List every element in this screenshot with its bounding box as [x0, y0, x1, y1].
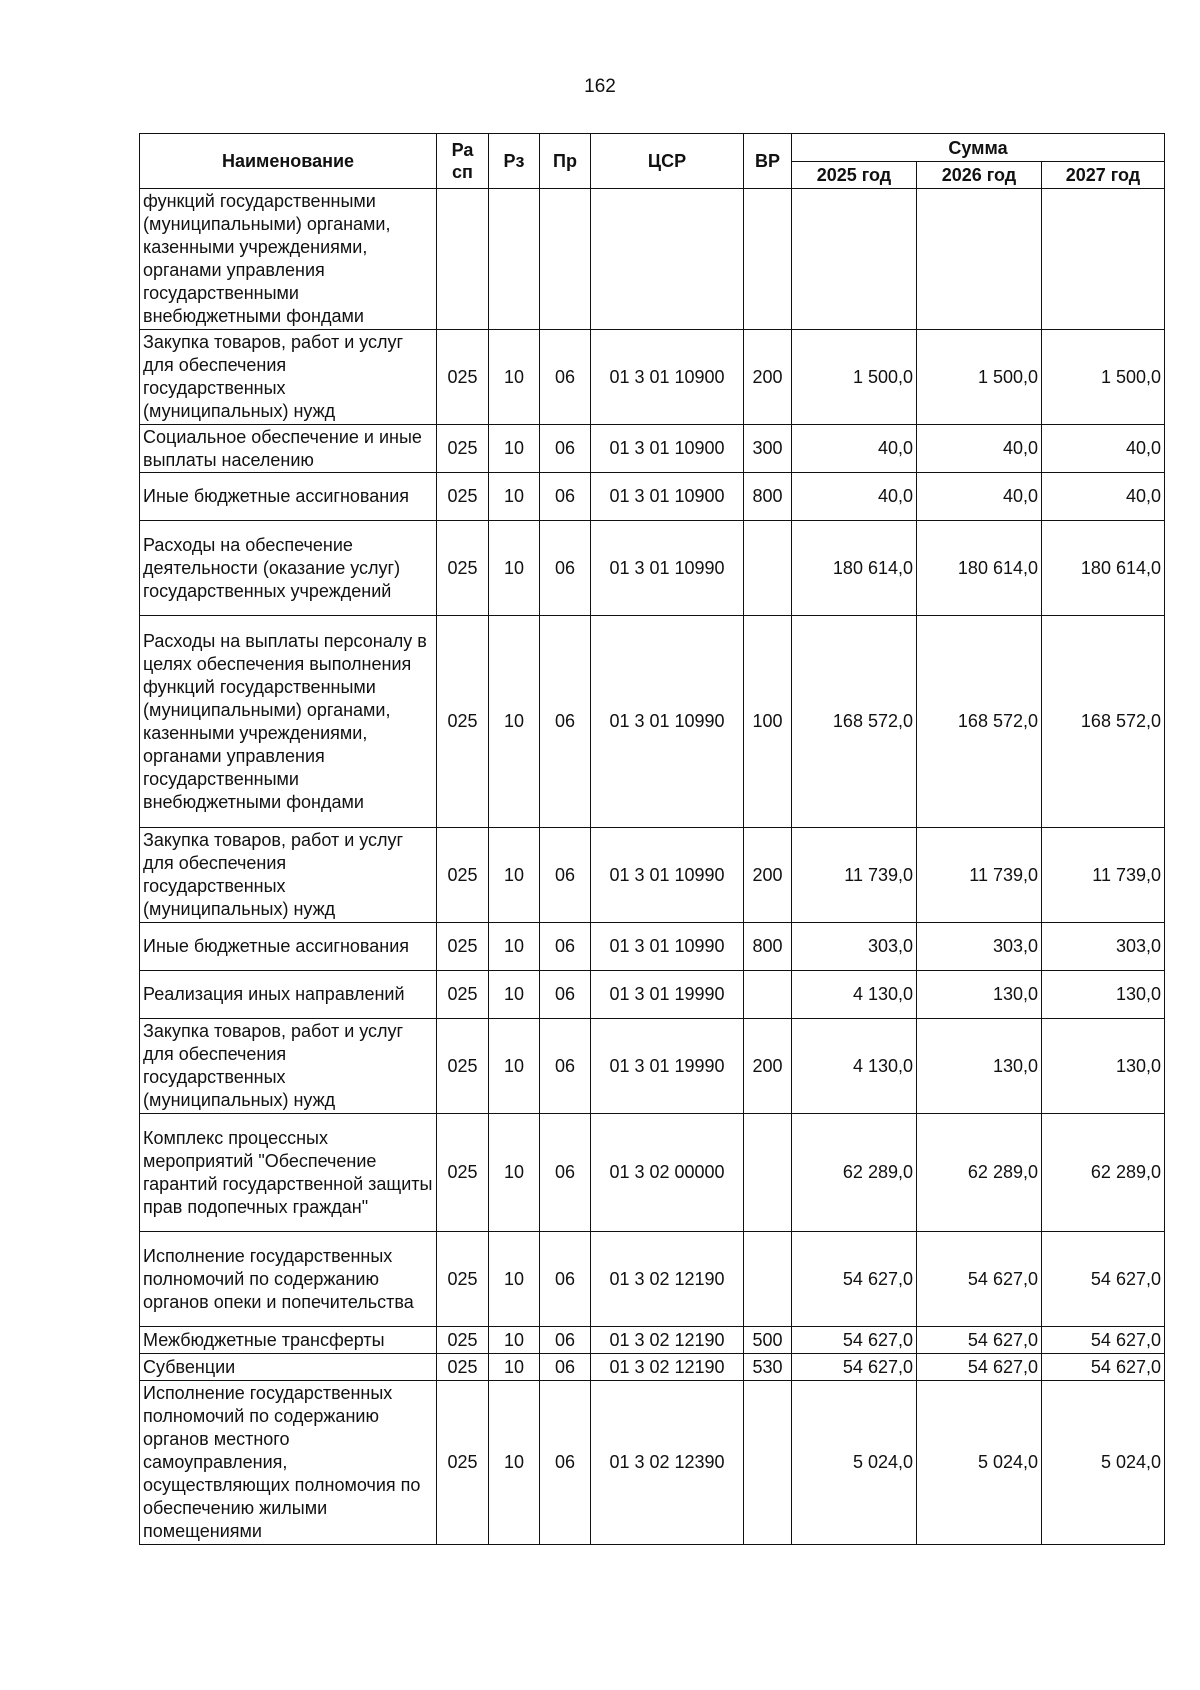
row-rz: 10: [489, 1381, 540, 1545]
row-rasp: 025: [437, 1019, 489, 1114]
row-name: Иные бюджетные ассигнования: [140, 923, 437, 971]
row-pr: 06: [540, 1354, 591, 1381]
row-vr: 200: [744, 330, 792, 425]
row-pr: 06: [540, 971, 591, 1019]
row-sum-2025: 4 130,0: [792, 971, 917, 1019]
row-vr: [744, 971, 792, 1019]
row-sum-2025: 54 627,0: [792, 1232, 917, 1327]
row-rasp: 025: [437, 1114, 489, 1232]
row-sum-2025: 54 627,0: [792, 1327, 917, 1354]
row-vr: 100: [744, 616, 792, 828]
row-csr: 01 3 02 12190: [591, 1354, 744, 1381]
row-sum-2026: 11 739,0: [917, 828, 1042, 923]
table-row: [140, 1354, 1165, 1381]
row-rasp: 025: [437, 971, 489, 1019]
row-sum-2026: 40,0: [917, 425, 1042, 473]
table-row: [140, 189, 1165, 330]
row-name: Закупка товаров, работ и услуг для обеспечения государственных (муниципальных) нужд: [140, 828, 437, 923]
table-row: [140, 473, 1165, 521]
row-name: Межбюджетные трансферты: [140, 1327, 437, 1354]
row-sum-2025: 11 739,0: [792, 828, 917, 923]
row-sum-2027: 11 739,0: [1042, 828, 1165, 923]
row-csr: 01 3 01 10900: [591, 473, 744, 521]
row-sum-2026: 5 024,0: [917, 1381, 1042, 1545]
row-rz: 10: [489, 1327, 540, 1354]
row-sum-2027: 130,0: [1042, 971, 1165, 1019]
header-pr: Пр: [540, 134, 591, 189]
row-rasp: 025: [437, 616, 489, 828]
row-sum-2025: [792, 189, 917, 330]
row-sum-2025: 303,0: [792, 923, 917, 971]
row-name: Закупка товаров, работ и услуг для обеспечения государственных (муниципальных) нужд: [140, 1019, 437, 1114]
row-rasp: 025: [437, 828, 489, 923]
row-sum-2027: 303,0: [1042, 923, 1165, 971]
row-pr: 06: [540, 473, 591, 521]
row-sum-2025: 168 572,0: [792, 616, 917, 828]
row-rasp: [437, 189, 489, 330]
row-name: Исполнение государственных полномочий по содержанию органов местного самоуправления, осуществляющих полномочия по обеспечению жилыми помещениями: [140, 1381, 437, 1545]
table-row: [140, 1381, 1165, 1545]
row-sum-2025: 40,0: [792, 425, 917, 473]
row-rasp: 025: [437, 473, 489, 521]
row-sum-2025: 62 289,0: [792, 1114, 917, 1232]
budget-table: [139, 133, 1165, 1545]
row-sum-2026: 54 627,0: [917, 1354, 1042, 1381]
row-vr: 500: [744, 1327, 792, 1354]
row-rasp: 025: [437, 1354, 489, 1381]
table-row: [140, 1114, 1165, 1232]
row-sum-2027: 40,0: [1042, 473, 1165, 521]
row-sum-2025: 5 024,0: [792, 1381, 917, 1545]
row-rasp: 025: [437, 521, 489, 616]
page-number: 162: [584, 76, 616, 97]
table-row: [140, 1232, 1165, 1327]
header-year-2026: 2026 год: [917, 162, 1042, 189]
row-pr: 06: [540, 330, 591, 425]
row-csr: 01 3 01 19990: [591, 1019, 744, 1114]
row-vr: 800: [744, 473, 792, 521]
header-name: Наименование: [140, 134, 437, 189]
row-name: Комплекс процессных мероприятий "Обеспечение гарантий государственной защиты прав подопечных граждан": [140, 1114, 437, 1232]
row-vr: [744, 1381, 792, 1545]
row-pr: 06: [540, 1019, 591, 1114]
row-sum-2027: 54 627,0: [1042, 1327, 1165, 1354]
row-csr: 01 3 02 12190: [591, 1327, 744, 1354]
header-rasp: Ра сп: [437, 134, 489, 189]
row-sum-2026: 168 572,0: [917, 616, 1042, 828]
row-name: Социальное обеспечение и иные выплаты населению: [140, 425, 437, 473]
row-pr: 06: [540, 828, 591, 923]
row-name: Иные бюджетные ассигнования: [140, 473, 437, 521]
row-vr: 530: [744, 1354, 792, 1381]
row-vr: 800: [744, 923, 792, 971]
row-rz: 10: [489, 330, 540, 425]
row-csr: 01 3 02 12390: [591, 1381, 744, 1545]
row-rz: 10: [489, 1114, 540, 1232]
row-sum-2027: 62 289,0: [1042, 1114, 1165, 1232]
header-csr: ЦСР: [591, 134, 744, 189]
row-sum-2026: 180 614,0: [917, 521, 1042, 616]
row-rasp: 025: [437, 1381, 489, 1545]
row-sum-2027: 130,0: [1042, 1019, 1165, 1114]
header-sum: Сумма: [792, 134, 1165, 162]
row-pr: [540, 189, 591, 330]
row-sum-2027: 5 024,0: [1042, 1381, 1165, 1545]
row-name: Исполнение государственных полномочий по содержанию органов опеки и попечительства: [140, 1232, 437, 1327]
row-csr: 01 3 01 10990: [591, 923, 744, 971]
row-rz: 10: [489, 473, 540, 521]
row-pr: 06: [540, 923, 591, 971]
row-vr: [744, 189, 792, 330]
row-sum-2027: 1 500,0: [1042, 330, 1165, 425]
row-pr: 06: [540, 616, 591, 828]
row-vr: 200: [744, 1019, 792, 1114]
row-csr: 01 3 01 10990: [591, 521, 744, 616]
row-name: функций государственными (муниципальными) органами, казенными учреждениями, органами управления государственными внебюджетными фондами: [140, 189, 437, 330]
table-row: [140, 1019, 1165, 1114]
table-row: [140, 330, 1165, 425]
row-sum-2026: 130,0: [917, 1019, 1042, 1114]
row-vr: 300: [744, 425, 792, 473]
row-sum-2026: 1 500,0: [917, 330, 1042, 425]
row-rz: [489, 189, 540, 330]
row-name: Субвенции: [140, 1354, 437, 1381]
row-csr: 01 3 02 12190: [591, 1232, 744, 1327]
row-rz: 10: [489, 1232, 540, 1327]
row-vr: [744, 1232, 792, 1327]
row-sum-2027: 54 627,0: [1042, 1354, 1165, 1381]
header-vr: ВР: [744, 134, 792, 189]
row-csr: 01 3 01 19990: [591, 971, 744, 1019]
table-row: [140, 1327, 1165, 1354]
row-rasp: 025: [437, 1327, 489, 1354]
row-pr: 06: [540, 521, 591, 616]
row-name: Закупка товаров, работ и услуг для обеспечения государственных (муниципальных) нужд: [140, 330, 437, 425]
row-sum-2026: 54 627,0: [917, 1232, 1042, 1327]
row-sum-2026: 130,0: [917, 971, 1042, 1019]
table-row: [140, 616, 1165, 828]
row-vr: [744, 521, 792, 616]
row-csr: 01 3 01 10900: [591, 425, 744, 473]
row-csr: 01 3 01 10990: [591, 616, 744, 828]
row-sum-2025: 54 627,0: [792, 1354, 917, 1381]
row-vr: 200: [744, 828, 792, 923]
row-csr: 01 3 02 00000: [591, 1114, 744, 1232]
row-pr: 06: [540, 425, 591, 473]
row-name: Расходы на выплаты персоналу в целях обеспечения выполнения функций государственными (муниципальными) органами, казенными учреждениями, органами управления государственными внебюджетными фондами: [140, 616, 437, 828]
row-rz: 10: [489, 616, 540, 828]
row-sum-2025: 1 500,0: [792, 330, 917, 425]
table-row: [140, 923, 1165, 971]
row-pr: 06: [540, 1114, 591, 1232]
row-rz: 10: [489, 923, 540, 971]
row-pr: 06: [540, 1381, 591, 1545]
row-rz: 10: [489, 971, 540, 1019]
row-sum-2026: 40,0: [917, 473, 1042, 521]
row-rasp: 025: [437, 1232, 489, 1327]
table-row: [140, 971, 1165, 1019]
row-rasp: 025: [437, 923, 489, 971]
row-rz: 10: [489, 521, 540, 616]
row-sum-2025: 180 614,0: [792, 521, 917, 616]
row-sum-2026: 303,0: [917, 923, 1042, 971]
header-year-2027: 2027 год: [1042, 162, 1165, 189]
row-rz: 10: [489, 1019, 540, 1114]
row-pr: 06: [540, 1232, 591, 1327]
row-sum-2027: [1042, 189, 1165, 330]
row-rz: 10: [489, 1354, 540, 1381]
row-rz: 10: [489, 425, 540, 473]
row-sum-2027: 54 627,0: [1042, 1232, 1165, 1327]
table-row: [140, 521, 1165, 616]
row-vr: [744, 1114, 792, 1232]
row-sum-2027: 180 614,0: [1042, 521, 1165, 616]
row-rasp: 025: [437, 425, 489, 473]
row-sum-2025: 4 130,0: [792, 1019, 917, 1114]
row-sum-2025: 40,0: [792, 473, 917, 521]
row-sum-2027: 40,0: [1042, 425, 1165, 473]
row-sum-2027: 168 572,0: [1042, 616, 1165, 828]
row-rasp: 025: [437, 330, 489, 425]
table-row: [140, 828, 1165, 923]
row-name: Расходы на обеспечение деятельности (оказание услуг) государственных учреждений: [140, 521, 437, 616]
row-pr: 06: [540, 1327, 591, 1354]
row-csr: [591, 189, 744, 330]
header-rz: Рз: [489, 134, 540, 189]
row-sum-2026: 54 627,0: [917, 1327, 1042, 1354]
row-rz: 10: [489, 828, 540, 923]
table-row: [140, 425, 1165, 473]
row-sum-2026: 62 289,0: [917, 1114, 1042, 1232]
row-sum-2026: [917, 189, 1042, 330]
row-name: Реализация иных направлений: [140, 971, 437, 1019]
header-year-2025: 2025 год: [792, 162, 917, 189]
row-csr: 01 3 01 10990: [591, 828, 744, 923]
row-csr: 01 3 01 10900: [591, 330, 744, 425]
